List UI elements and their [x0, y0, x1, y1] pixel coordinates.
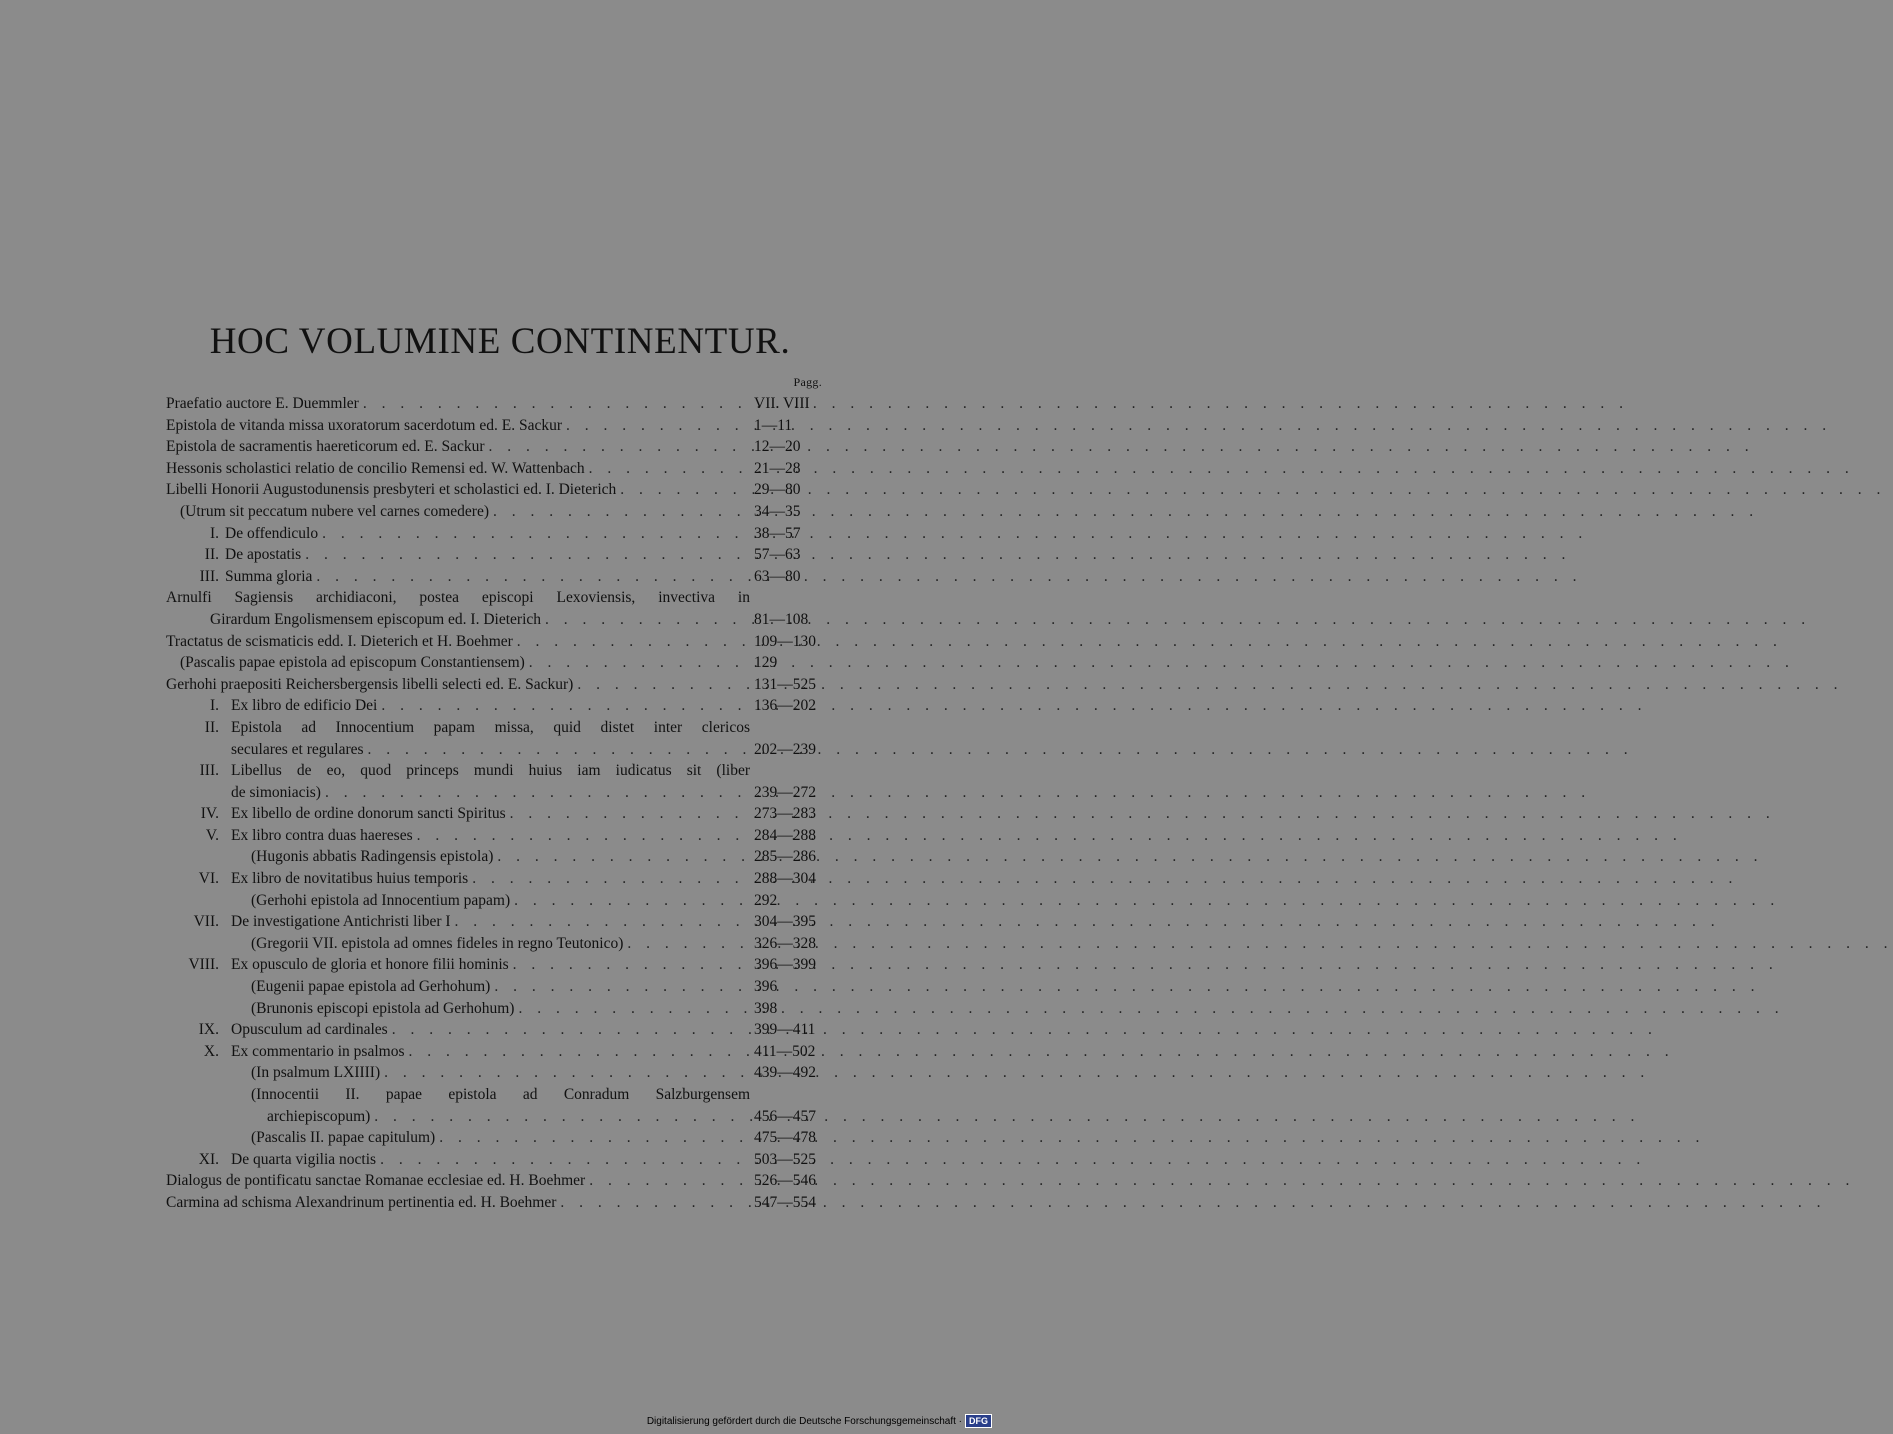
- toc-entry-title: (Innocentii II. papae epistola ad Conradum Salzburgensem: [251, 1086, 750, 1103]
- toc-entry-title: Arnulfi Sagiensis archidiaconi, postea episcopi Lexoviensis, invectiva in: [166, 589, 750, 607]
- toc-entry-pages: 396: [754, 978, 778, 996]
- toc-leader-dots: [413, 825, 750, 847]
- toc-entry-title: archiepiscopum): [267, 1107, 371, 1125]
- toc-entry-number: II.: [204, 546, 219, 564]
- toc-entry-pages: 292: [754, 891, 778, 909]
- toc-leader-dots: [451, 911, 750, 933]
- toc-entry: [166, 393, 836, 415]
- toc-entry-title: Ex libro de novitatibus huius temporis: [231, 870, 469, 888]
- toc-entry: [166, 739, 836, 761]
- toc-leader-dots: [364, 739, 750, 761]
- toc-leader-dots: [301, 544, 750, 566]
- toc-entry-title: Opusculum ad cardinales: [231, 1021, 388, 1039]
- toc-entry-number: IV.: [200, 805, 219, 823]
- toc-entry-pages: 29—80: [754, 481, 801, 499]
- toc-entry: [166, 609, 836, 631]
- toc-entry-title: Dialogus de pontificatu sanctae Romanae ecclesiae ed. H. Boehmer: [166, 1172, 586, 1190]
- toc-entry-pages: 396—399: [754, 956, 816, 974]
- toc-entry-pages: 136—202: [754, 697, 816, 715]
- toc-entry: [166, 1192, 836, 1214]
- toc-entry-pages: 63—80: [754, 567, 801, 585]
- toc-entry-pages: 109—130: [754, 632, 816, 650]
- toc-leader-dots: [321, 782, 750, 804]
- toc-leader-dots: [585, 458, 750, 480]
- toc-leader-dots: [541, 609, 750, 631]
- toc-entry: [166, 717, 836, 739]
- toc-entry-number: X.: [203, 1042, 219, 1060]
- toc-leader-dots: [623, 933, 750, 955]
- toc-entry-pages: 475—478: [754, 1129, 816, 1147]
- toc-entry-pages: 81—108: [754, 610, 809, 628]
- toc-entry-title: Epistola de vitanda missa uxoratorum sacerdotum ed. E. Sackur: [166, 416, 563, 434]
- toc-entry-pages: 304—395: [754, 913, 816, 931]
- toc-entry-title: (Hugonis abbatis Radingensis epistola): [251, 848, 494, 866]
- toc-leader-dots: [377, 695, 750, 717]
- toc-entry: [166, 458, 836, 480]
- toc-leader-dots: [510, 890, 750, 912]
- toc-entry: [166, 1106, 836, 1128]
- toc-entry-title: (Pascalis papae epistola ad episcopum Constantiensem): [180, 654, 525, 672]
- dfg-logo: DFG: [965, 1414, 992, 1428]
- toc-entry: [166, 587, 836, 609]
- toc-entry-pages: 34—35: [754, 502, 801, 520]
- toc-entry-title: (Pascalis II. papae capitulum): [251, 1129, 436, 1147]
- toc-leader-dots: [485, 436, 751, 458]
- toc-entry: [166, 501, 836, 523]
- toc-entry-title: Summa gloria: [225, 567, 313, 585]
- credit-text: Digitalisierung gefördert durch die Deutsche Forschungsgemeinschaft ·: [646, 1415, 962, 1427]
- toc-entry-pages: 129: [754, 654, 778, 672]
- toc-entry-pages: 547—554: [754, 1193, 816, 1211]
- toc-leader-dots: [585, 1170, 750, 1192]
- toc-entry-pages: 526—546: [754, 1172, 816, 1190]
- toc-entry: [166, 1084, 836, 1106]
- toc-leader-dots: [490, 976, 750, 998]
- page-title: HOC VOLUMINE CONTINENTUR.: [209, 321, 791, 362]
- toc-entry: [166, 415, 836, 437]
- toc-entry: [166, 652, 836, 674]
- toc-entry-title: (Eugenii papae epistola ad Gerhohum): [251, 978, 491, 996]
- toc-entry: [166, 436, 836, 458]
- toc-entry-pages: 1—11: [754, 416, 793, 434]
- toc-entry-pages: 273—283: [754, 805, 816, 823]
- toc-entry-title: Carmina ad schisma Alexandrinum pertinentia ed. H. Boehmer: [166, 1193, 557, 1211]
- toc-entry: [166, 695, 836, 717]
- toc-leader-dots: [376, 1149, 750, 1171]
- toc-entry: [166, 782, 836, 804]
- toc-entry-title: seculares et regulares: [231, 740, 364, 758]
- toc-entry: [166, 631, 836, 653]
- toc-entry-title: (Utrum sit peccatum nubere vel carnes comedere): [180, 502, 489, 520]
- toc-entry: [166, 1170, 836, 1192]
- toc-entry: [166, 1149, 836, 1171]
- pages-column-header: Pagg.: [793, 375, 822, 389]
- toc-entry-title: de simoniacis): [231, 783, 321, 801]
- toc-entry-pages: 398: [754, 999, 778, 1017]
- toc-entry: [166, 954, 836, 976]
- toc-entry-pages: 202—239: [754, 740, 816, 758]
- toc-entry-title: Ex opusculo de gloria et honore filii hominis: [231, 956, 509, 974]
- toc-leader-dots: [509, 954, 750, 976]
- toc-leader-dots: [493, 846, 750, 868]
- table-of-contents: [166, 393, 836, 1214]
- toc-leader-dots: [489, 501, 750, 523]
- toc-entry-title: Ex libro de edificio Dei: [231, 697, 378, 715]
- toc-entry-pages: 57—63: [754, 546, 801, 564]
- toc-entry-title: Ex commentario in psalmos: [231, 1042, 405, 1060]
- toc-entry-number: II.: [204, 718, 219, 736]
- toc-entry-title: De investigatione Antichristi liber I: [231, 913, 451, 931]
- toc-leader-dots: [556, 1192, 750, 1214]
- digitization-credit: [647, 1414, 992, 1428]
- toc-entry-pages: 21—28: [754, 459, 801, 477]
- toc-entry-title: Libellus de eo, quod princeps mundi huius iam iudicatus sit (liber: [231, 762, 750, 780]
- toc-entry: [166, 911, 836, 933]
- toc-leader-dots: [435, 1127, 750, 1149]
- toc-entry-pages: 12—20: [754, 438, 801, 456]
- toc-entry-pages: 131—525: [754, 675, 816, 693]
- toc-entry: [166, 479, 836, 501]
- toc-entry-title: De offendiculo: [225, 524, 319, 542]
- toc-entry-pages: 38—57: [754, 524, 801, 542]
- toc-entry-title: (Brunonis episcopi epistola ad Gerhohum): [251, 999, 515, 1017]
- toc-entry-title: De quarta vigilia noctis: [231, 1150, 377, 1168]
- toc-entry: [166, 566, 836, 588]
- toc-entry-title: (In psalmum LXIIII): [251, 1064, 381, 1082]
- toc-entry-number: V.: [205, 826, 219, 844]
- toc-entry: [166, 868, 836, 890]
- toc-entry-title: Ex libro contra duas haereses: [231, 826, 413, 844]
- toc-entry-number: I.: [209, 697, 219, 715]
- toc-leader-dots: [525, 652, 750, 674]
- toc-entry-title: Ex libello de ordine donorum sancti Spiritus: [231, 805, 506, 823]
- toc-entry: [166, 1041, 836, 1063]
- toc-entry-title: (Gerhohi epistola ad Innocentium papam): [251, 891, 511, 909]
- toc-entry-number: III.: [199, 567, 219, 585]
- toc-leader-dots: [312, 566, 750, 588]
- toc-entry-pages: 326—328: [754, 934, 816, 952]
- toc-entry-pages: 411—502: [754, 1042, 816, 1060]
- toc-entry-number: IX.: [198, 1021, 219, 1039]
- toc-entry: [166, 890, 836, 912]
- toc-entry: [166, 803, 836, 825]
- toc-entry: [166, 933, 836, 955]
- toc-leader-dots: [513, 631, 750, 653]
- toc-leader-dots: [404, 1041, 750, 1063]
- toc-entry: [166, 976, 836, 998]
- toc-leader-dots: [388, 1019, 750, 1041]
- toc-entry: [166, 1019, 836, 1041]
- toc-leader-dots: [318, 523, 750, 545]
- toc-entry-title: Hessonis scholastici relatio de concilio Remensi ed. W. Wattenbach: [166, 459, 585, 477]
- toc-entry-number: XI.: [198, 1150, 219, 1168]
- toc-entry: [166, 998, 836, 1020]
- toc-leader-dots: [514, 998, 750, 1020]
- toc-entry-pages: 239—272: [754, 783, 816, 801]
- toc-leader-dots: [562, 415, 750, 437]
- toc-entry-title: Gerhohi praepositi Reichersbergensis libelli selecti ed. E. Sackur): [166, 675, 574, 693]
- toc-leader-dots: [380, 1062, 750, 1084]
- toc-leader-dots: [468, 868, 750, 890]
- toc-leader-dots: [370, 1106, 750, 1128]
- toc-entry-pages: 284—288: [754, 826, 816, 844]
- toc-entry: [166, 846, 836, 868]
- toc-entry-title: (Gregorii VII. epistola ad omnes fideles in regno Teutonico): [251, 934, 624, 952]
- toc-entry-number: III.: [199, 762, 219, 780]
- toc-leader-dots: [506, 803, 750, 825]
- toc-entry-pages: VII. VIII: [754, 395, 810, 412]
- toc-entry-title: Tractatus de scismaticis edd. I. Dieterich et H. Boehmer: [166, 632, 513, 650]
- toc-entry-title: Epistola de sacramentis haereticorum ed. E. Sackur: [166, 438, 485, 456]
- toc-entry: [166, 674, 836, 696]
- toc-entry-title: Praefatio auctore E. Duemmler: [166, 395, 359, 412]
- toc-leader-dots: [616, 479, 750, 501]
- toc-entry-pages: 456—457: [754, 1107, 816, 1125]
- toc-entry-title: Epistola ad Innocentium papam missa, quid distet inter clericos: [231, 718, 750, 736]
- toc-entry-number: VII.: [193, 913, 219, 931]
- toc-entry-number: VIII.: [188, 956, 219, 974]
- toc-entry-pages: 399—411: [754, 1021, 816, 1039]
- toc-leader-dots: [573, 674, 750, 696]
- toc-entry: [166, 1062, 836, 1084]
- toc-entry: [166, 1127, 836, 1149]
- toc-entry-pages: 503—525: [754, 1150, 816, 1168]
- toc-entry-pages: 288—304: [754, 870, 816, 888]
- toc-entry-title: Libelli Honorii Augustodunensis presbyteri et scholastici ed. I. Dieterich: [166, 481, 617, 499]
- toc-entry-title: Girardum Engolismensem episcopum ed. I. Dieterich: [210, 610, 542, 628]
- toc-leader-dots: [359, 393, 750, 415]
- toc-entry: [166, 544, 836, 566]
- toc-entry: [166, 825, 836, 847]
- toc-entry-title: De apostatis: [225, 546, 302, 564]
- toc-entry-pages: 285—286: [754, 848, 816, 866]
- toc-entry: [166, 523, 836, 545]
- toc-entry: [166, 760, 836, 782]
- toc-entry-number: I.: [209, 524, 219, 542]
- toc-entry-pages: 439—492: [754, 1064, 816, 1082]
- toc-entry-number: VI.: [198, 870, 219, 888]
